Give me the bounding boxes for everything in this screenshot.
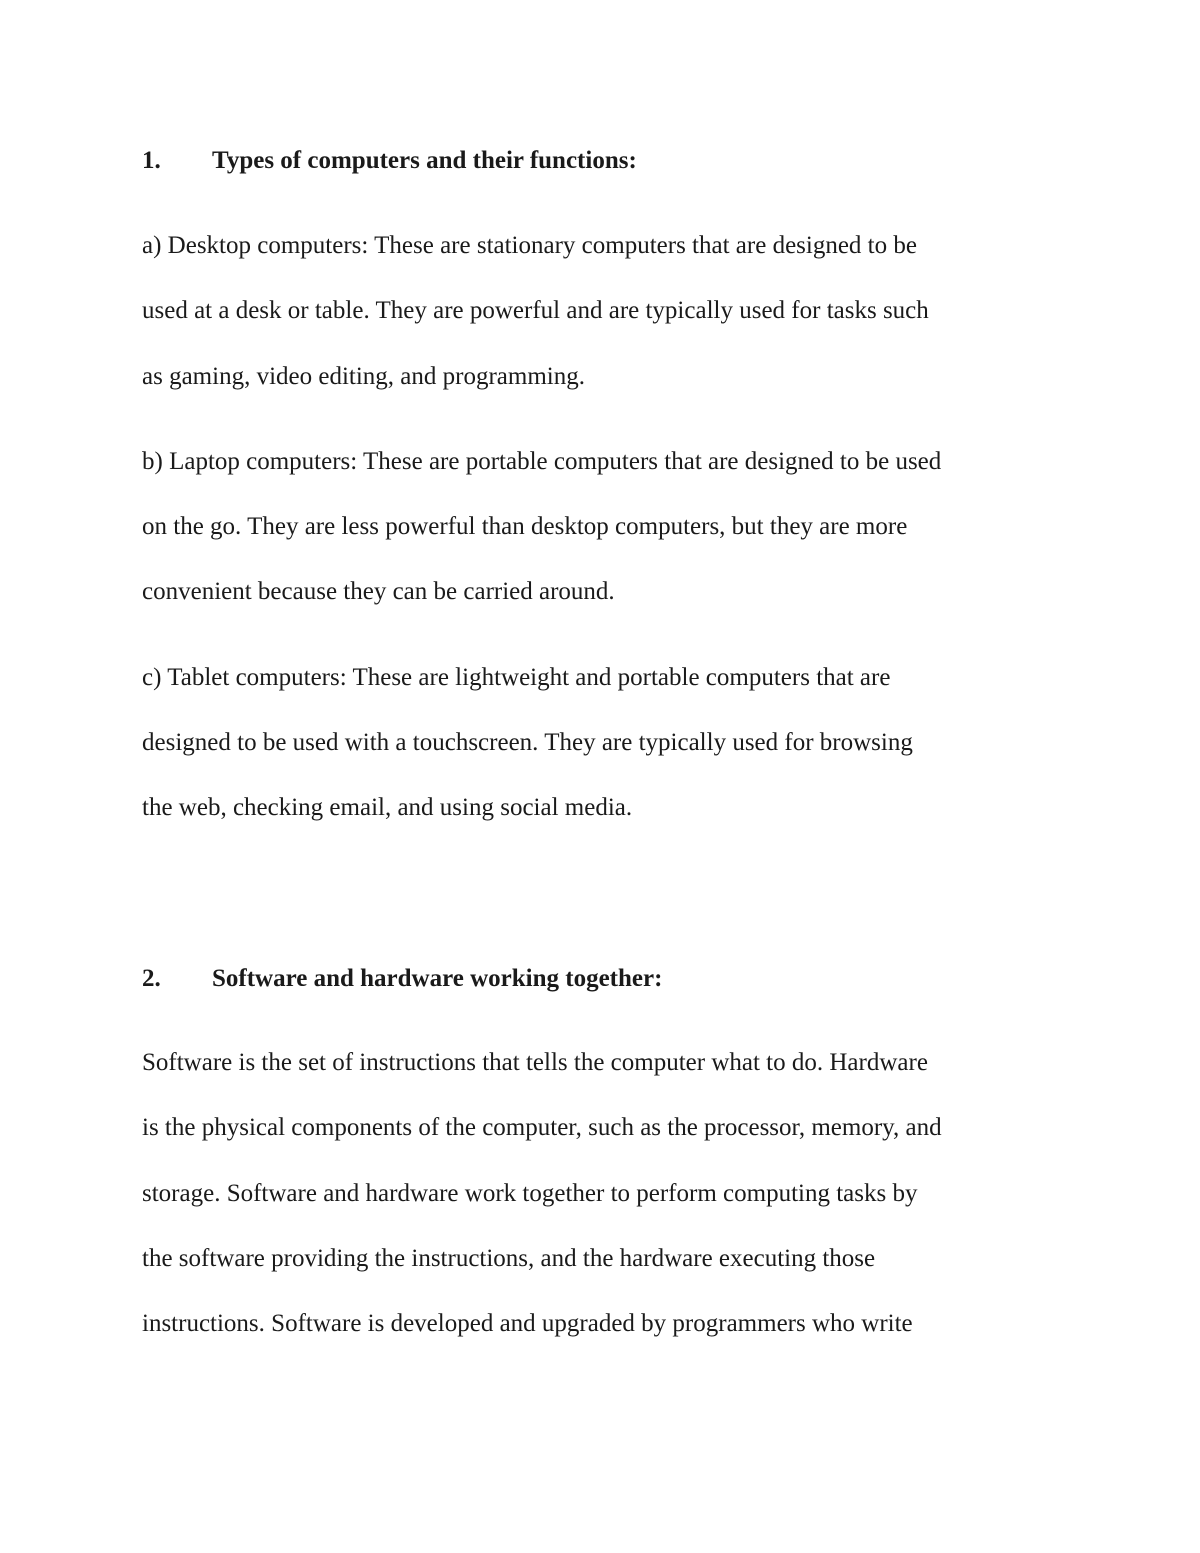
paragraph-line: a) Desktop computers: These are stationary computers that are designed to be	[142, 232, 917, 259]
section-1-heading	[142, 148, 637, 173]
section-1-number: 1.	[142, 147, 161, 174]
section-1-title: Types of computers and their functions:	[212, 147, 637, 174]
paragraph-line: storage. Software and hardware work together to perform computing tasks by	[142, 1180, 918, 1207]
paragraph-line: Software is the set of instructions that tells the computer what to do. Hardware	[142, 1049, 928, 1076]
paragraph-line: designed to be used with a touchscreen. They are typically used for browsing	[142, 729, 913, 756]
paragraph-line: b) Laptop computers: These are portable computers that are designed to be used	[142, 448, 942, 475]
paragraph-line: used at a desk or table. They are powerful and are typically used for tasks such	[142, 297, 929, 324]
paragraph-line: is the physical components of the computer, such as the processor, memory, and	[142, 1114, 942, 1141]
paragraph-line: c) Tablet computers: These are lightweight and portable computers that are	[142, 664, 891, 691]
paragraph-line: instructions. Software is developed and upgraded by programmers who write	[142, 1310, 913, 1337]
section-2-title: Software and hardware working together:	[212, 965, 663, 992]
paragraph-line: as gaming, video editing, and programming.	[142, 363, 585, 390]
section-2-number: 2.	[142, 965, 161, 992]
paragraph-line: the software providing the instructions, and the hardware executing those	[142, 1245, 876, 1272]
paragraph-line: on the go. They are less powerful than desktop computers, but they are more	[142, 513, 908, 540]
section-2-heading	[142, 966, 662, 991]
paragraph-line: convenient because they can be carried around.	[142, 578, 615, 605]
paragraph-line: the web, checking email, and using social media.	[142, 794, 633, 821]
